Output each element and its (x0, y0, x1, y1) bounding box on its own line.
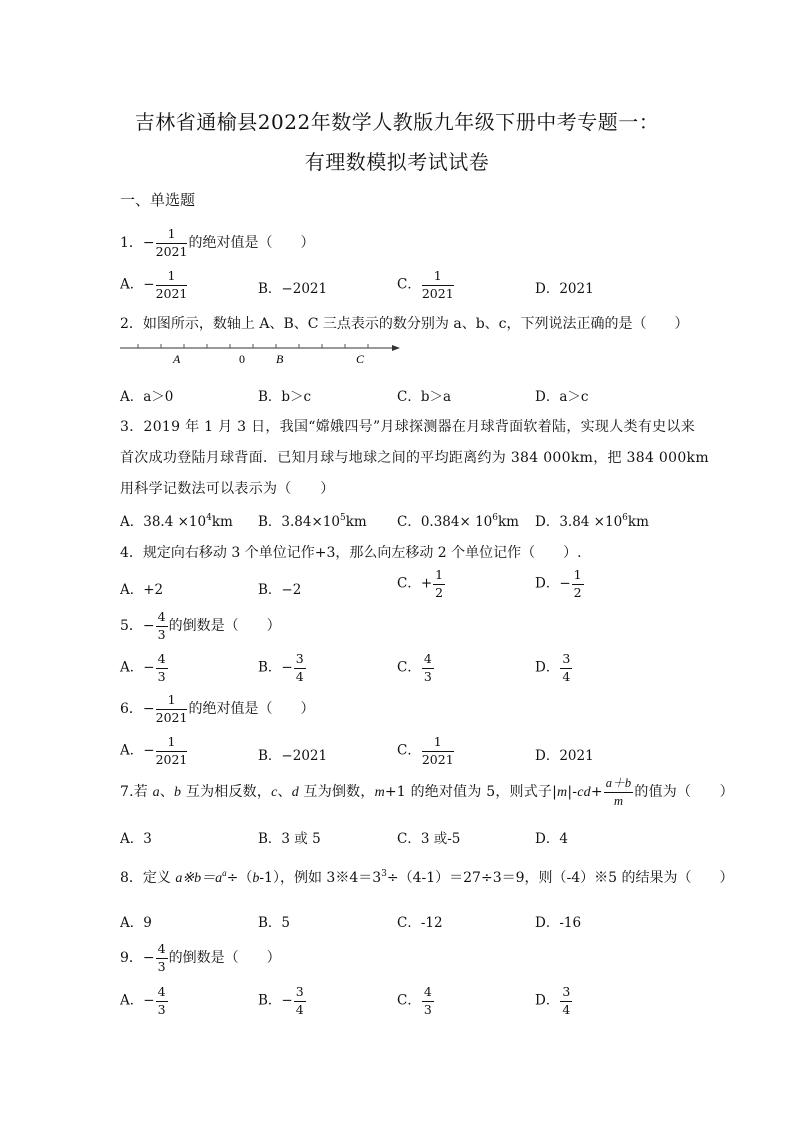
q7-var-m: m (557, 785, 568, 800)
q9-a-neg: − (143, 992, 155, 1009)
q3-line1: 3．2019 年 1 月 3 日，我国“嫦娥四号”月球探测器在月球背面软着陆，实现人类有史以来 (120, 419, 696, 435)
q7-denominator: m (613, 793, 624, 808)
q4-d-sign: − (559, 575, 571, 592)
q5-b-label: B． (258, 659, 282, 676)
q9-number: 9． (120, 950, 143, 966)
q7-text: 、 (277, 784, 292, 800)
q3-d-base: D．3.84 ×10 (535, 514, 623, 530)
q9-d-fraction (560, 986, 572, 1016)
q4-c-label: C． (397, 575, 421, 592)
q5-b-fraction (294, 653, 306, 683)
q9-numerator: 4 (156, 943, 168, 959)
q9-b-fraction (294, 986, 306, 1016)
q5-d-fraction (560, 653, 572, 683)
q3-c-unit: km (498, 514, 519, 530)
q4-c-num: 1 (433, 569, 445, 585)
q3-line2: 首次成功登陆月球背面．已知月球与地球之间的平均距离约为 384 000km，把 384 000km (120, 450, 709, 466)
q5-option-a (120, 653, 169, 683)
q5-a-fraction (156, 653, 168, 683)
question-9 (120, 943, 281, 973)
q4-d-fraction (572, 569, 584, 599)
q6-stem: 的绝对值是（ ） (188, 701, 315, 717)
q1-c-den: 2021 (421, 285, 454, 301)
q7-var-d: d (291, 785, 299, 800)
q4-option-a: A．+2 (120, 582, 164, 598)
q4-d-den: 2 (573, 584, 582, 600)
q3-c-exp: 6 (492, 513, 498, 523)
q5-numerator: 4 (156, 611, 168, 627)
point-b-label: B (276, 352, 284, 366)
q3-option-d (535, 510, 649, 530)
q9-b-label: B． (258, 992, 282, 1009)
q1-c-label: C． (397, 276, 421, 293)
q4-option-d (535, 569, 585, 599)
q7-text: 、 (159, 784, 175, 800)
q9-denominator: 3 (157, 958, 166, 974)
q2-option-c: C．b＞a (397, 389, 452, 405)
q9-stem: 的倒数是（ ） (168, 950, 281, 966)
q1-option-a (120, 270, 188, 300)
q8-expr: a※b＝a (175, 871, 223, 886)
origin-label: 0 (239, 352, 245, 366)
q8-option-d: D．-16 (535, 915, 582, 931)
exam-title-line1: 吉林省通榆县2022年数学人教版九年级下册中考专题一： (134, 110, 660, 134)
q1-denominator: 2021 (155, 243, 188, 259)
point-c-label: C (356, 352, 365, 366)
q8-text: 8．定义 (120, 870, 176, 886)
q1-c-num: 1 (422, 270, 454, 286)
q9-d-num: 3 (560, 986, 572, 1002)
q6-a-neg: − (143, 742, 155, 759)
q7-var-a: a (152, 785, 160, 800)
q9-b-num: 3 (294, 986, 306, 1002)
q7-option-c: C．3 或-5 (397, 831, 461, 847)
q3-d-exp: 6 (622, 513, 628, 523)
q5-a-label: A． (120, 659, 144, 676)
q7-text: 互为相反数， (181, 784, 272, 800)
q1-option-c (397, 270, 455, 300)
question-4: 4．规定向右移动 3 个单位记作+3，那么向左移动 2 个单位记作（ ）. (120, 545, 582, 561)
q4-c-den: 2 (435, 584, 444, 600)
exam-title-line2: 有理数模拟考试试卷 (304, 150, 490, 174)
q5-option-c (397, 653, 435, 683)
q7-option-b: B．3 或 5 (258, 831, 321, 847)
q1-number: 1． (120, 235, 143, 251)
q8-option-a: A．9 (120, 915, 152, 931)
q5-denominator: 3 (157, 626, 166, 642)
q1-a-num: 1 (156, 270, 188, 286)
q7-numerator: a＋b (604, 777, 634, 793)
q7-text: |- (567, 784, 578, 800)
q5-number: 5． (120, 618, 143, 634)
q6-neg: − (142, 701, 155, 717)
q2-option-d: D．a＞c (535, 389, 589, 405)
q9-c-num: 4 (422, 986, 434, 1002)
q7-text: 互为倒数， (298, 784, 375, 800)
q1-option-b: B．−2021 (258, 281, 328, 297)
q9-a-fraction (156, 986, 168, 1016)
q7-var-m: m (374, 785, 385, 800)
q8-var-b: b (252, 871, 260, 886)
q5-c-label: C． (397, 659, 421, 676)
q6-option-a (120, 736, 188, 766)
q9-c-fraction (422, 986, 434, 1016)
q5-option-b (258, 653, 307, 683)
question-8 (120, 867, 734, 887)
q8-option-c: C．-12 (397, 915, 443, 931)
q9-a-den: 3 (157, 1001, 166, 1017)
q9-b-den: 4 (295, 1001, 304, 1017)
q1-neg: − (142, 235, 155, 251)
q3-a-unit: km (211, 514, 233, 530)
q7-fraction (604, 777, 634, 807)
q5-c-fraction (422, 653, 434, 683)
q8-exp: 3 (381, 869, 387, 879)
q9-a-label: A． (120, 992, 144, 1009)
q9-option-d (535, 986, 573, 1016)
q8-exp: a (222, 868, 227, 878)
question-5 (120, 611, 281, 641)
q9-d-den: 4 (562, 1001, 571, 1017)
q8-option-b: B．5 (258, 915, 291, 931)
q4-c-fraction (433, 569, 445, 599)
q9-d-label: D． (535, 992, 560, 1009)
q5-c-num: 4 (422, 653, 434, 669)
q3-option-c (397, 510, 519, 530)
q4-d-num: 1 (572, 569, 584, 585)
number-line-figure (120, 340, 400, 370)
q7-var-cd: cd (577, 785, 591, 800)
q6-option-b: B．−2021 (258, 748, 328, 764)
q5-d-den: 4 (562, 668, 571, 684)
question-7 (120, 777, 734, 807)
q2-option-a: A．a＞0 (120, 389, 174, 405)
section-heading: 一、单选题 (120, 191, 196, 209)
q1-a-fraction (156, 270, 188, 300)
q4-option-c (397, 569, 446, 599)
q2-option-b: B．b＞c (258, 389, 312, 405)
q1-a-neg: − (143, 276, 155, 293)
q1-numerator: 1 (156, 228, 188, 244)
q3-b-exp: 5 (339, 513, 346, 523)
q9-c-den: 3 (423, 1001, 432, 1017)
point-a-label: A (173, 352, 181, 366)
q1-c-fraction (422, 270, 454, 300)
q3-b-base: B．3.84×10 (258, 514, 340, 530)
q7-var-c: c (271, 785, 278, 800)
number-line-arrow-icon (392, 345, 400, 351)
q9-fraction (156, 943, 168, 973)
q5-neg: − (142, 618, 155, 634)
q5-a-den: 3 (157, 668, 166, 684)
q6-number: 6． (120, 701, 143, 717)
q3-line3: 用科学记数法可以表示为（ ） (120, 481, 335, 497)
q7-option-d: D．4 (535, 831, 568, 847)
q3-b-unit: km (345, 514, 367, 530)
q3-a-exp: 4 (206, 513, 212, 523)
q8-text: -1），例如 3※4＝3 (259, 870, 382, 886)
q5-b-den: 4 (295, 668, 304, 684)
q1-fraction (156, 228, 188, 258)
q9-option-c (397, 986, 435, 1016)
number-line-ticks (138, 344, 368, 348)
q7-stem: 的值为（ ） (634, 784, 734, 800)
q3-c-base: C．0.384× 10 (397, 514, 493, 530)
q5-a-neg: − (143, 659, 155, 676)
q6-a-num: 1 (156, 736, 188, 752)
q8-text: ÷（4-1）＝27÷3＝9，则（-4）※5 的结果为（ ） (386, 870, 734, 886)
q9-b-neg: − (281, 992, 293, 1009)
q5-d-label: D． (535, 659, 560, 676)
q4-d-label: D． (535, 575, 560, 592)
q1-a-den: 2021 (155, 285, 188, 301)
q8-text: ÷（ (226, 870, 253, 886)
q7-text: 7.若 (120, 784, 153, 800)
q5-b-num: 3 (294, 653, 306, 669)
question-6 (120, 694, 314, 724)
q3-option-b (258, 510, 367, 530)
q3-a-base: A．38.4 ×10 (120, 514, 207, 530)
q7-var-b: b (174, 785, 182, 800)
q5-option-d (535, 653, 573, 683)
q6-c-label: C． (397, 742, 421, 759)
q4-option-b: B．−2 (258, 582, 302, 598)
q7-text: +1 的绝对值为 5，则式子| (384, 784, 558, 800)
q6-numerator: 1 (156, 694, 188, 710)
q3-d-unit: km (627, 514, 649, 530)
q6-a-fraction (156, 736, 188, 766)
q5-fraction (156, 611, 168, 641)
q3-option-a (120, 510, 233, 530)
q4-c-sign: + (420, 575, 433, 592)
q1-a-label: A． (120, 276, 144, 293)
q9-neg: − (142, 950, 155, 966)
q6-option-c (397, 736, 455, 766)
q5-a-num: 4 (156, 653, 168, 669)
question-2: 2．如图所示，数轴上 A、B、C 三点表示的数分别为 a、b、c，下列说法正确的是（ ） (120, 316, 689, 332)
q7-text: + (590, 784, 603, 800)
q9-option-a (120, 986, 169, 1016)
q6-option-d: D．2021 (535, 748, 594, 764)
q6-c-num: 1 (422, 736, 454, 752)
q6-a-den: 2021 (155, 751, 188, 767)
q6-fraction (156, 694, 188, 724)
question-1 (120, 228, 314, 258)
q1-stem: 的绝对值是（ ） (188, 235, 315, 251)
q1-option-d: D．2021 (535, 281, 594, 297)
q9-option-b (258, 986, 307, 1016)
q5-stem: 的倒数是（ ） (168, 618, 281, 634)
q5-b-neg: − (281, 659, 293, 676)
q5-d-num: 3 (560, 653, 572, 669)
q6-denominator: 2021 (155, 709, 188, 725)
q7-option-a: A．3 (120, 831, 152, 847)
q9-a-num: 4 (156, 986, 168, 1002)
q6-c-fraction (422, 736, 454, 766)
q6-a-label: A． (120, 742, 144, 759)
q9-c-label: C． (397, 992, 421, 1009)
q5-c-den: 3 (423, 668, 432, 684)
q6-c-den: 2021 (421, 751, 454, 767)
